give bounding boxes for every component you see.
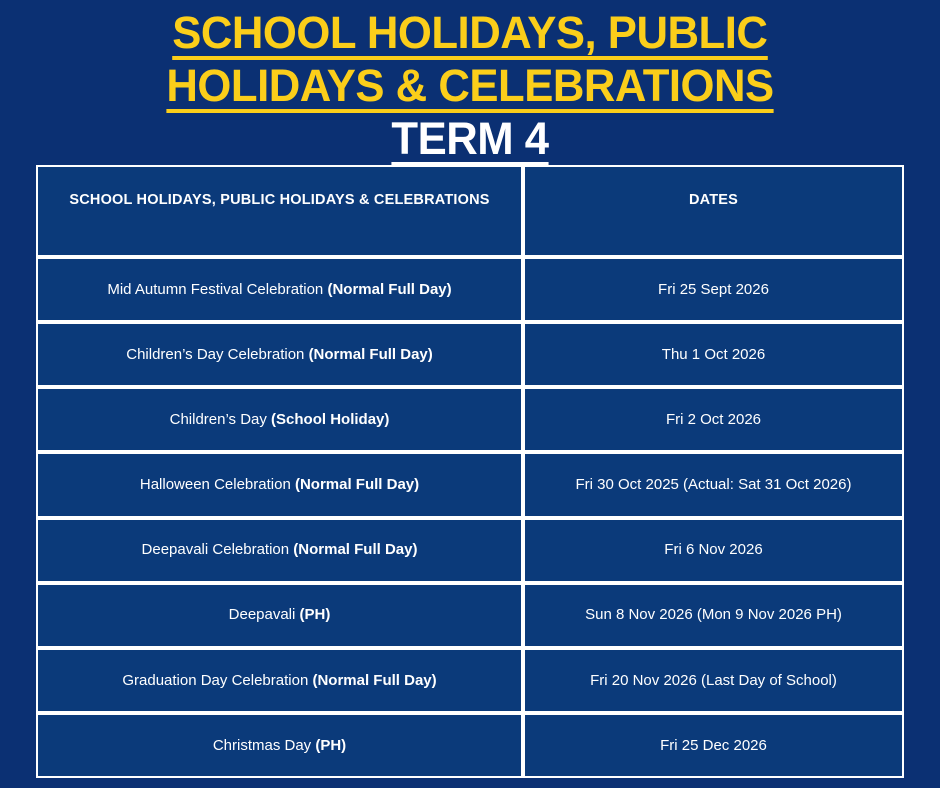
cell-event — [36, 322, 523, 387]
page-title — [0, 0, 940, 166]
title-line-1-text: SCHOOL HOLIDAYS, PUBLIC — [172, 7, 768, 58]
cell-event — [36, 452, 523, 517]
event-name: Christmas Day — [212, 736, 316, 754]
cell-date: Thu 1 Oct 2026 — [523, 322, 904, 387]
cell-event — [36, 518, 523, 583]
table-row — [36, 713, 904, 778]
event-name: Children’s Day — [169, 411, 272, 429]
cell-event — [36, 387, 523, 452]
title-line-3 — [0, 113, 940, 166]
cell-event — [36, 583, 523, 648]
event-name: Graduation Day Celebration — [122, 671, 313, 689]
title-line-2-text: HOLIDAYS & CELEBRATIONS — [166, 60, 774, 111]
cell-date: Fri 25 Sept 2026 — [523, 257, 904, 322]
cell-date: Fri 20 Nov 2026 (Last Day of School) — [523, 648, 904, 713]
event-note: (Normal Full Day) — [312, 671, 437, 689]
column-header-event: SCHOOL HOLIDAYS, PUBLIC HOLIDAYS & CELEBRATIONS — [36, 165, 523, 257]
schedule-table — [36, 165, 904, 778]
cell-date: Fri 6 Nov 2026 — [523, 518, 904, 583]
event-name: Children’s Day Celebration — [126, 345, 309, 363]
event-note: (School Holiday) — [271, 411, 390, 429]
cell-date: Sun 8 Nov 2026 (Mon 9 Nov 2026 PH) — [523, 583, 904, 648]
event-note: (Normal Full Day) — [327, 280, 452, 298]
event-name: Halloween Celebration — [139, 476, 295, 494]
table-header-row — [36, 165, 904, 257]
event-note: (PH) — [315, 736, 347, 754]
table-row — [36, 322, 904, 387]
schedule-table-container — [36, 165, 904, 778]
table-row — [36, 583, 904, 648]
cell-date: Fri 25 Dec 2026 — [523, 713, 904, 778]
table-body — [36, 257, 904, 778]
event-note: (Normal Full Day) — [294, 476, 420, 494]
cell-event — [36, 257, 523, 322]
event-note: (PH) — [299, 606, 331, 624]
table-row — [36, 257, 904, 322]
table-row — [36, 387, 904, 452]
title-line-3-text: TERM 4 — [391, 113, 549, 164]
title-line-2 — [0, 60, 940, 113]
title-line-1 — [0, 7, 940, 60]
table-row — [36, 518, 904, 583]
event-name: Deepavali — [228, 606, 300, 624]
table-row — [36, 648, 904, 713]
table-row — [36, 452, 904, 517]
cell-date: Fri 2 Oct 2026 — [523, 387, 904, 452]
event-note: (Normal Full Day) — [293, 541, 418, 559]
event-name: Deepavali Celebration — [141, 541, 294, 559]
cell-event — [36, 648, 523, 713]
column-header-date: DATES — [523, 165, 904, 257]
cell-date: Fri 30 Oct 2025 (Actual: Sat 31 Oct 2026) — [523, 452, 904, 517]
event-note: (Normal Full Day) — [308, 345, 433, 363]
event-name: Mid Autumn Festival Celebration — [107, 280, 328, 298]
cell-event — [36, 713, 523, 778]
